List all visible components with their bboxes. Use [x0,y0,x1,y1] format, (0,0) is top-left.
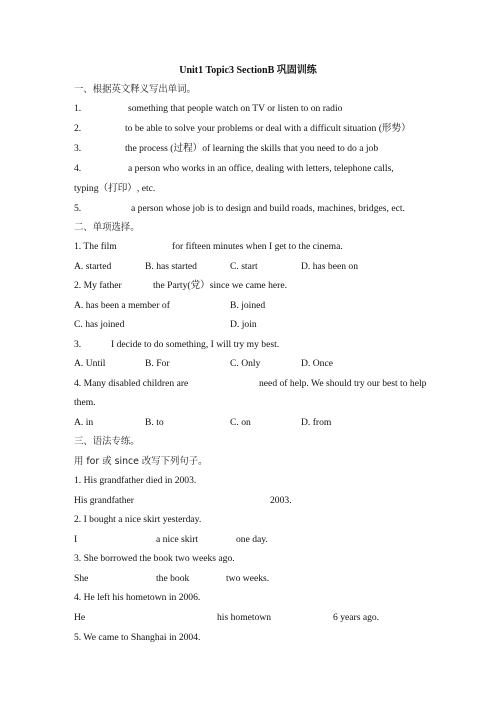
rewrite4-part2: his hometown [217,612,272,623]
rewrite3-part3: two weeks. [226,573,270,584]
q4-option-a: A. in [74,417,94,428]
part1-item4-number: 4. [74,163,82,174]
part1-item1-number: 1. [74,103,82,114]
q2-option-d: D. join [230,319,257,330]
q2-option-c: C. has joined [74,319,125,330]
q4-stem-start: 4. Many disabled children are [74,378,189,389]
q1-option-c: C. start [230,261,258,272]
q4-stem-continuation: them. [74,397,96,408]
part3-heading: 三、语法专练。 [74,436,140,447]
part1-heading: 一、根据英文释义写出单词。 [74,84,196,95]
part1-item3-text: the process (过程）of learning the skills that you need to do a job [125,143,379,154]
page-title: Unit1 Topic3 SectionB 巩固训练 [179,65,317,76]
q2-option-a: A. has been a member of [74,300,170,311]
rewrite1-part1: His grandfather [74,495,134,506]
rewrite2-part1: I [74,534,78,545]
q2-stem-end: the Party(党）since we came here. [153,280,287,291]
rewrite2-part2: a nice skirt [156,534,199,545]
rewrite2-part3: one day. [236,534,268,545]
q4-option-c: C. on [230,417,251,428]
rewrite4-original: 4. He left his hometown in 2006. [74,592,201,603]
rewrite1-original: 1. His grandfather died in 2003. [74,475,197,486]
q1-stem-start: 1. The film [74,241,117,252]
q1-stem-end: for fifteen minutes when I get to the cinema. [172,241,343,252]
rewrite1-part2: 2003. [270,495,292,506]
part1-item2-text: to be able to solve your problems or deal with a difficult situation (形势） [125,123,411,134]
q3-stem: I decide to do something, I will try my best. [111,339,280,350]
q3-number: 3. [74,339,82,350]
part1-item4-continuation: typing（打印）, etc. [74,183,156,194]
part1-item4-text: a person who works in an office, dealing with letters, telephone calls, [128,163,394,174]
rewrite3-part2: the book [156,573,190,584]
q3-option-c: C. Only [230,358,261,369]
part1-item1-text: something that people watch on TV or listen to on radio [128,103,343,114]
q2-stem-start: 2. My father [74,280,122,291]
rewrite2-original: 2. I bought a nice skirt yesterday. [74,514,202,525]
rewrite5-original: 5. We came to Shanghai in 2004. [74,632,201,643]
q3-option-d: D. Once [301,358,333,369]
part1-item5-text: a person whose job is to design and build roads, machines, bridges, ect. [131,203,405,214]
q1-option-a: A. started [74,261,112,272]
q4-option-d: D. from [301,417,332,428]
q1-option-b: B. has started [145,261,197,272]
q2-option-b: B. joined [230,300,266,311]
part1-item5-number: 5. [74,203,82,214]
rewrite3-original: 3. She borrowed the book two weeks ago. [74,553,235,564]
part1-item3-number: 3. [74,143,82,154]
rewrite3-part1: She [74,573,89,584]
part1-item2-number: 2. [74,123,82,134]
q3-option-a: A. Until [74,358,106,369]
part2-heading: 二、单项选择。 [74,222,140,233]
part3-instruction: 用 for 或 since 改写下列句子。 [74,456,208,467]
q3-option-b: B. For [145,358,170,369]
rewrite4-part3: 6 years ago. [333,612,380,623]
q1-option-d: D. has been on [301,261,359,272]
q4-stem-end: need of help. We should try our best to help [259,378,427,389]
q4-option-b: B. to [145,417,164,428]
rewrite4-part1: He [74,612,86,623]
